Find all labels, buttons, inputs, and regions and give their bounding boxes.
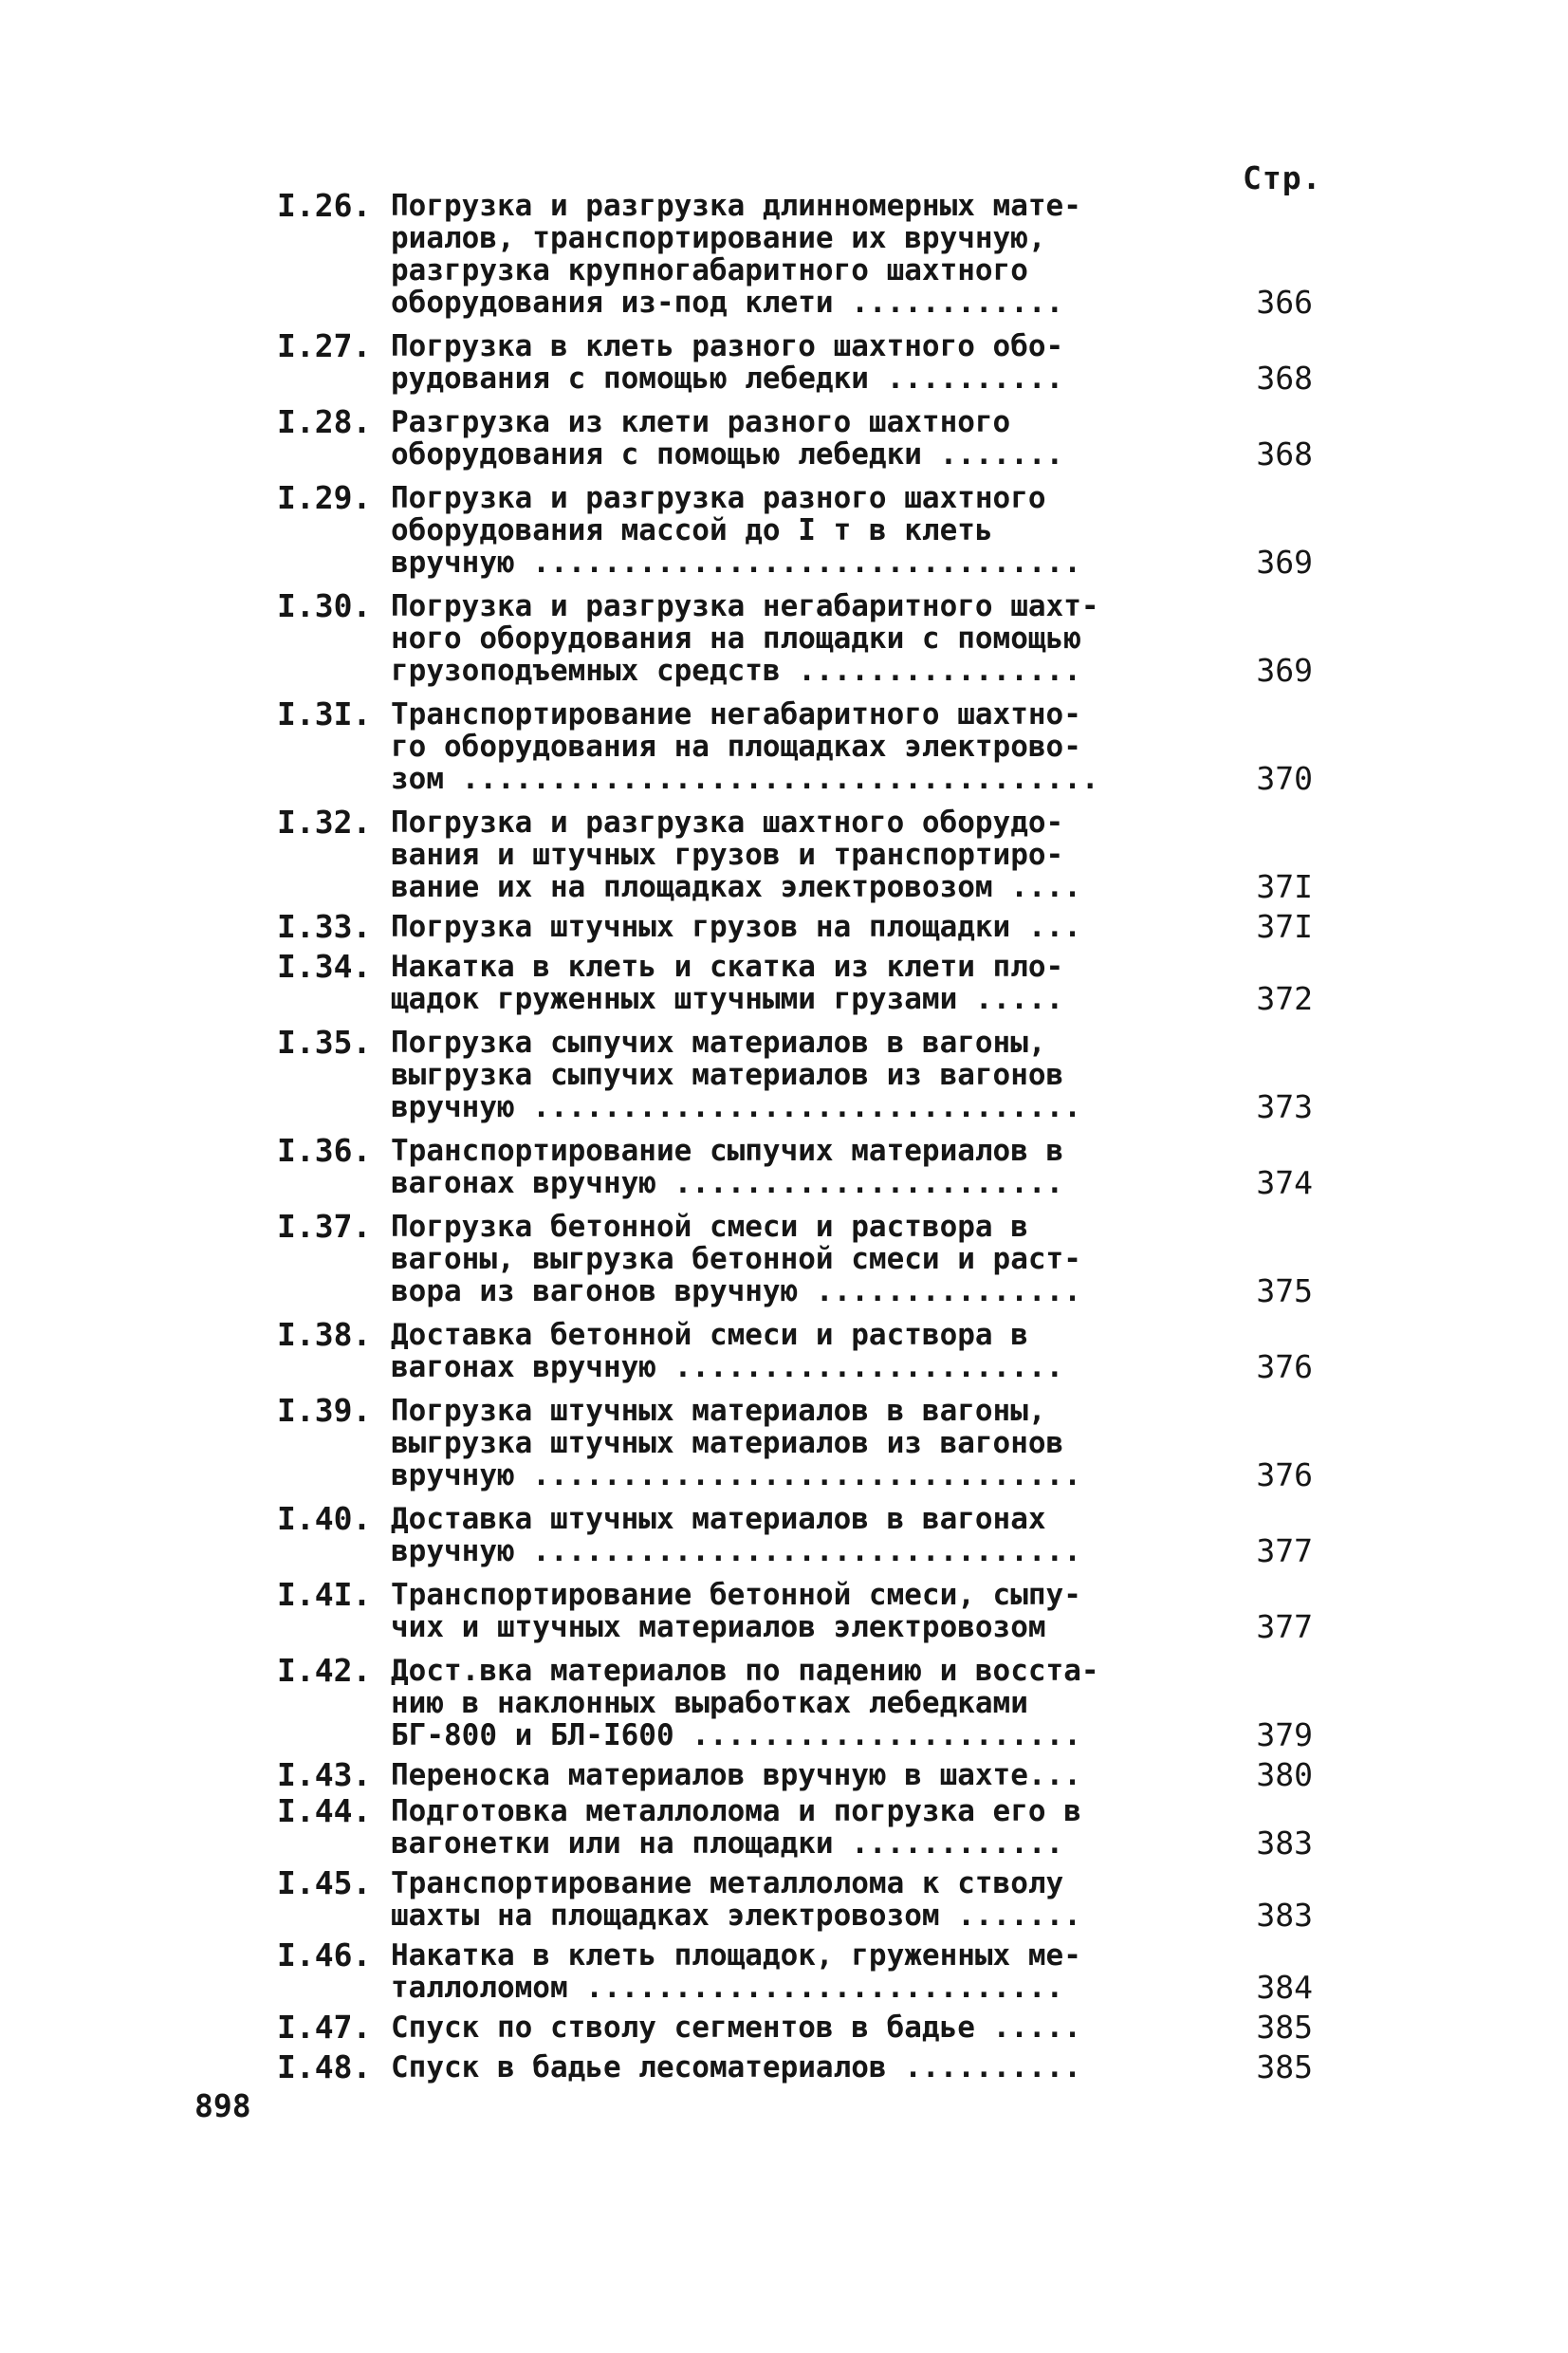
- page-column-header: Стр.: [1243, 159, 1322, 196]
- toc-entry-number: I.32.: [277, 804, 372, 841]
- toc-entry-title-line: вручную ...............................: [391, 1090, 1081, 1124]
- toc-entry-title: [391, 1027, 1140, 1123]
- toc-entry-title: [391, 806, 1140, 903]
- toc-entry-title: [391, 190, 1140, 319]
- toc-entry-title-line: таллоломом ...........................: [391, 1971, 1064, 2005]
- toc-entry: [277, 587, 1339, 689]
- toc-entry: [277, 403, 1339, 472]
- toc-entry-title: [391, 1759, 1140, 1791]
- toc-entry-title-line: Погрузка в клеть разного шахтного обо-: [391, 329, 1064, 363]
- toc-entry-page-number: 369: [1256, 652, 1313, 689]
- page-folio-number: 898: [194, 2087, 251, 2124]
- toc-entry-page-number: 383: [1256, 1825, 1313, 1862]
- toc-entry-title-line: Доставка бетонной смеси и раствора в: [391, 1318, 1028, 1352]
- toc-entry-page-number: 377: [1256, 1532, 1313, 1569]
- toc-entry-title-line: Транспортирование сыпучих материалов в: [391, 1134, 1064, 1168]
- toc-entry-title-line: Погрузка штучных грузов на площадки ...: [391, 910, 1081, 944]
- toc-entry-title-line: Транспортирование бетонной смеси, сыпу-: [391, 1578, 1081, 1612]
- toc-entry-title: [391, 482, 1140, 579]
- toc-entry-title-line: вагонетки или на площадки ............: [391, 1826, 1064, 1861]
- toc-entry-title: [391, 1395, 1140, 1491]
- toc-entry-title-line: вагоны, выгрузка бетонной смеси и раст-: [391, 1242, 1081, 1276]
- toc-entry-title-line: чих и штучных материалов электровозом: [391, 1610, 1046, 1644]
- toc-entry-title-line: Погрузка и разгрузка разного шахтного: [391, 481, 1046, 515]
- toc-entry: [277, 1936, 1339, 2006]
- toc-entry-page-number: 376: [1256, 1348, 1313, 1385]
- toc-entry-title: [391, 1655, 1140, 1751]
- toc-entry: [277, 1500, 1339, 1569]
- toc-entry-page-number: 37I: [1256, 908, 1313, 945]
- toc-entry-number: I.3I.: [277, 695, 372, 732]
- toc-entry-title: [391, 2051, 1140, 2084]
- toc-entry-title: [391, 1867, 1140, 1932]
- toc-entry-number: I.46.: [277, 1936, 372, 1973]
- toc-entry-page-number: 375: [1256, 1272, 1313, 1309]
- toc-entry-title-line: оборудования с помощью лебедки .......: [391, 437, 1064, 472]
- toc-entry-title-line: Погрузка сыпучих материалов в вагоны,: [391, 1026, 1046, 1060]
- toc-entry-page-number: 368: [1256, 360, 1313, 397]
- toc-entry-title-line: оборудования из-под клети ............: [391, 286, 1064, 320]
- toc-entry-number: I.29.: [277, 479, 372, 516]
- toc-entry-title: [391, 590, 1140, 687]
- toc-entry-title-line: Транспортирование негабаритного шахтно-: [391, 697, 1081, 732]
- toc-entry-number: I.27.: [277, 327, 372, 364]
- toc-entry-page-number: 372: [1256, 980, 1313, 1017]
- toc-entry-page-number: 370: [1256, 760, 1313, 797]
- toc-entry: [277, 1652, 1339, 1753]
- toc-entry-title: [391, 1579, 1140, 1643]
- toc-entry-page-number: 37I: [1256, 868, 1313, 905]
- toc-entry-number: I.35.: [277, 1024, 372, 1061]
- toc-entry-title-line: вагонах вручную ......................: [391, 1350, 1064, 1384]
- toc-entry-title-line: Переноска материалов вручную в шахте...: [391, 1758, 1081, 1792]
- toc-entry-title-line: го оборудования на площадках электрово-: [391, 730, 1081, 764]
- toc-entry-title: [391, 2011, 1140, 2044]
- toc-entry-title-line: вручную ...............................: [391, 1534, 1081, 1568]
- toc-entry-number: I.44.: [277, 1792, 372, 1829]
- toc-entry: [277, 1208, 1339, 1309]
- toc-entry-title-line: вания и штучных грузов и транспортиро-: [391, 838, 1064, 872]
- toc-entry-page-number: 373: [1256, 1088, 1313, 1125]
- toc-entry-title-line: выгрузка штучных материалов из вагонов: [391, 1426, 1064, 1460]
- toc-entry-page-number: 376: [1256, 1456, 1313, 1493]
- toc-entry-title-line: Накатка в клеть и скатка из клети пло-: [391, 950, 1064, 984]
- toc-entry-number: I.48.: [277, 2048, 372, 2085]
- toc-entry-number: I.45.: [277, 1864, 372, 1901]
- toc-entry-number: I.47.: [277, 2009, 372, 2046]
- toc-entry-title: [391, 406, 1140, 471]
- toc-entry-page-number: 383: [1256, 1897, 1313, 1934]
- toc-entry-title-line: вагонах вручную ......................: [391, 1166, 1064, 1200]
- toc-entry: [277, 948, 1339, 1017]
- toc-entry: [277, 695, 1339, 797]
- toc-entry-page-number: 374: [1256, 1164, 1313, 1201]
- table-of-contents: [277, 180, 1339, 2084]
- toc-entry: [277, 1392, 1339, 1493]
- toc-entry-page-number: 385: [1256, 2048, 1313, 2085]
- toc-entry-title-line: шахты на площадках электровозом .......: [391, 1899, 1081, 1933]
- toc-entry-title-line: БГ-800 и БЛ-I600 ......................: [391, 1718, 1081, 1752]
- toc-entry-title-line: вора из вагонов вручную ...............: [391, 1274, 1081, 1308]
- toc-entry-page-number: 384: [1256, 1969, 1313, 2006]
- toc-entry: [277, 327, 1339, 397]
- toc-entry-title-line: Спуск в бадье лесоматериалов ..........: [391, 2050, 1081, 2084]
- toc-entry-title-line: Разгрузка из клети разного шахтного: [391, 405, 1011, 439]
- toc-entry-title-line: Погрузка и разгрузка негабаритного шахт-: [391, 589, 1099, 623]
- toc-entry-page-number: 369: [1256, 544, 1313, 581]
- toc-entry-title-line: Погрузка бетонной смеси и раствора в: [391, 1210, 1028, 1244]
- toc-entry-title: [391, 1503, 1140, 1567]
- toc-entry-page-number: 385: [1256, 2009, 1313, 2046]
- toc-entry-title-line: Дост.вка материалов по падению и восста-: [391, 1654, 1099, 1688]
- toc-entry-title: [391, 911, 1140, 943]
- toc-entry: [277, 1792, 1339, 1862]
- toc-entry-number: I.37.: [277, 1208, 372, 1245]
- toc-entry-title-line: Погрузка штучных материалов в вагоны,: [391, 1394, 1046, 1428]
- toc-entry-title-line: риалов, транспортирование их вручную,: [391, 221, 1046, 255]
- toc-entry-title-line: щадок груженных штучными грузами .....: [391, 982, 1064, 1016]
- toc-entry-number: I.30.: [277, 587, 372, 624]
- toc-entry-number: I.38.: [277, 1316, 372, 1353]
- toc-entry-number: I.34.: [277, 948, 372, 985]
- toc-entry: [277, 1024, 1339, 1125]
- toc-entry: [277, 479, 1339, 581]
- toc-entry-page-number: 368: [1256, 435, 1313, 472]
- toc-entry: [277, 1864, 1339, 1934]
- toc-entry-title: [391, 1135, 1140, 1199]
- toc-entry-title-line: Доставка штучных материалов в вагонах: [391, 1502, 1046, 1536]
- toc-entry-title-line: грузоподъемных средств ................: [391, 654, 1081, 688]
- toc-entry-number: I.28.: [277, 403, 372, 440]
- toc-entry-title: [391, 1795, 1140, 1860]
- toc-entry-title-line: Накатка в клеть площадок, груженных ме-: [391, 1938, 1081, 1973]
- toc-entry-page-number: 379: [1256, 1716, 1313, 1753]
- toc-entry: [277, 2048, 1339, 2085]
- toc-entry: [277, 1576, 1339, 1645]
- toc-entry-title-line: оборудования массой до I т в клеть: [391, 513, 993, 547]
- toc-entry-title: [391, 951, 1140, 1015]
- toc-entry-number: I.4I.: [277, 1576, 372, 1613]
- toc-entry-title-line: рудования с помощью лебедки ..........: [391, 361, 1064, 396]
- toc-entry-title-line: вание их на площадках электровозом ....: [391, 870, 1081, 904]
- toc-entry-title: [391, 330, 1140, 395]
- toc-entry-title-line: ного оборудования на площадки с помощью: [391, 621, 1081, 656]
- toc-entry-title-line: вручную ...............................: [391, 546, 1081, 580]
- toc-entry-title: [391, 698, 1140, 795]
- toc-entry: [277, 908, 1339, 945]
- toc-entry-title-line: Спуск по стволу сегментов в бадье .....: [391, 2010, 1081, 2045]
- toc-entry: [277, 1756, 1339, 1793]
- toc-entry: [277, 1316, 1339, 1385]
- toc-entry-title-line: разгрузка крупногабаритного шахтного: [391, 253, 1028, 287]
- toc-entry-title-line: Погрузка и разгрузка длинномерных мате-: [391, 189, 1081, 223]
- toc-entry-title-line: нию в наклонных выработках лебедками: [391, 1686, 1028, 1720]
- toc-entry: [277, 187, 1339, 321]
- toc-entry-number: I.26.: [277, 187, 372, 224]
- toc-entry-title-line: Транспортирование металлолома к стволу: [391, 1866, 1064, 1900]
- toc-entry-number: I.39.: [277, 1392, 372, 1429]
- toc-entry: [277, 806, 1339, 903]
- toc-entry-page-number: 366: [1256, 284, 1313, 321]
- toc-entry-title-line: выгрузка сыпучих материалов из вагонов: [391, 1058, 1064, 1092]
- toc-entry-page-number: 380: [1256, 1756, 1313, 1793]
- toc-entry-number: I.40.: [277, 1500, 372, 1537]
- toc-entry-number: I.33.: [277, 908, 372, 945]
- toc-entry-title-line: зом ....................................: [391, 762, 1099, 796]
- toc-entry-title: [391, 1319, 1140, 1383]
- toc-entry: [277, 1132, 1339, 1201]
- toc-entry-number: I.42.: [277, 1652, 372, 1689]
- toc-entry-number: I.43.: [277, 1756, 372, 1793]
- toc-entry-title: [391, 1211, 1140, 1307]
- toc-entry-title: [391, 1939, 1140, 2004]
- toc-entry-title-line: Подготовка металлолома и погрузка его в: [391, 1794, 1081, 1828]
- toc-entry-number: I.36.: [277, 1132, 372, 1169]
- toc-entry-page-number: 377: [1256, 1608, 1313, 1645]
- toc-entry: [277, 2011, 1339, 2044]
- toc-entry-title-line: Погрузка и разгрузка шахтного оборудо-: [391, 806, 1064, 840]
- toc-entry-title-line: вручную ...............................: [391, 1458, 1081, 1492]
